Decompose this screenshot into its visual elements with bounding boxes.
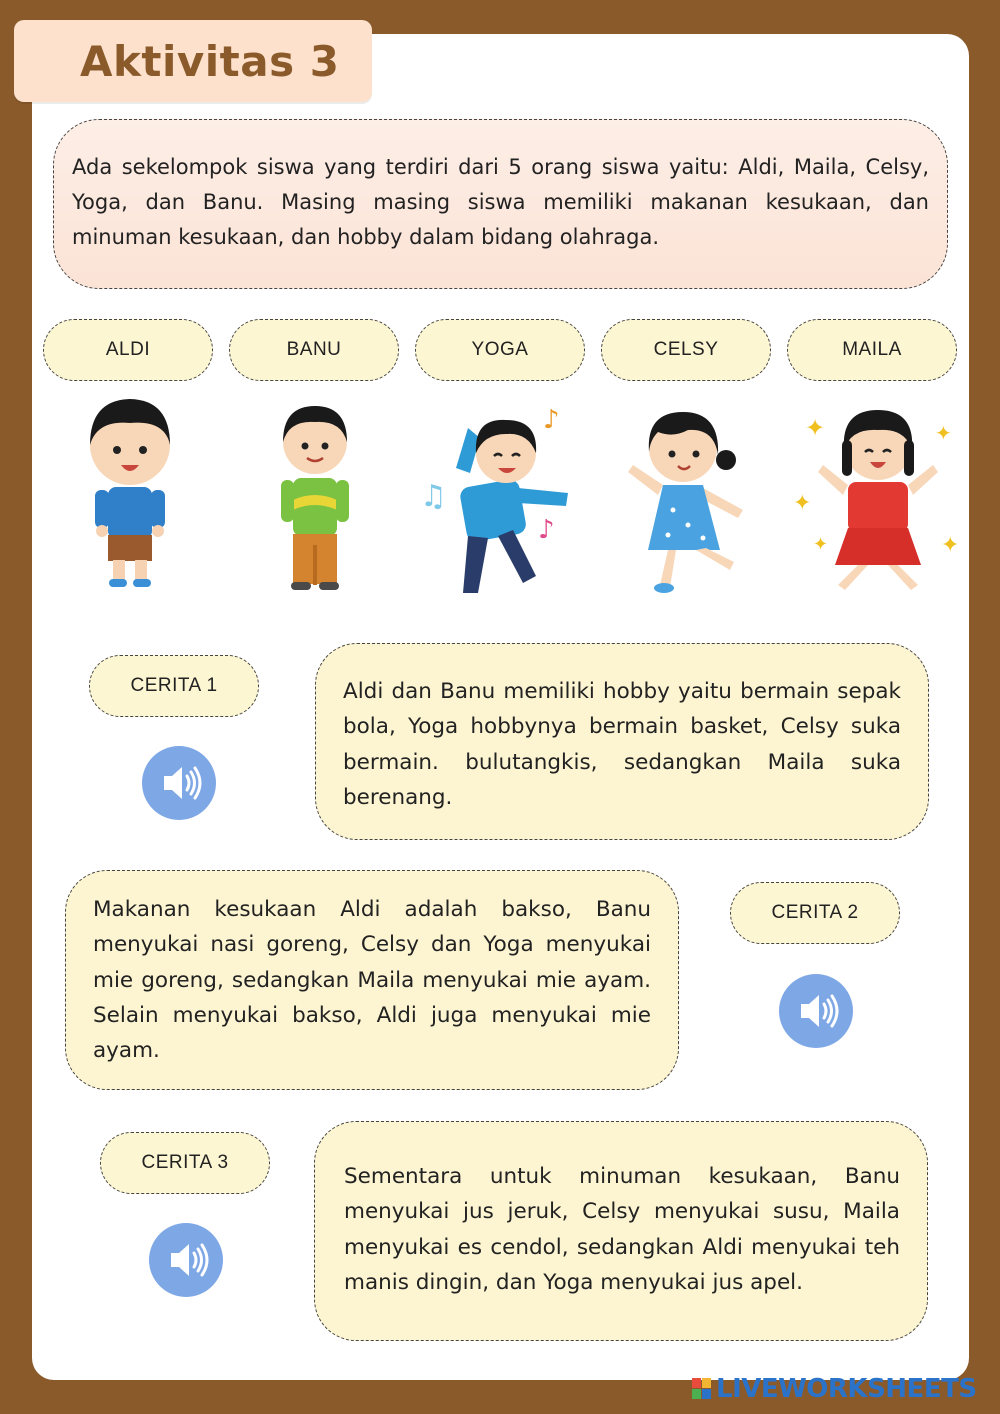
name-label: ALDI — [105, 339, 151, 360]
svg-text:♪: ♪ — [543, 405, 560, 435]
speaker-icon — [149, 1223, 223, 1297]
liveworksheets-watermark — [692, 1374, 977, 1404]
name-pill-banu — [229, 319, 399, 381]
name-label: MAILA — [842, 339, 902, 360]
svg-text:✦: ✦ — [793, 491, 812, 516]
story-2-audio-button[interactable] — [779, 974, 853, 1048]
name-pill-aldi — [43, 319, 213, 381]
story-3-text: Sementara untuk minuman kesukaan, Banu menyukai jus jeruk, Celsy menyukai susu, Maila menyukai es cendol, sedangkan Aldi menyukai teh manis dingin, dan Yoga menyukai jus apel. — [344, 1164, 900, 1295]
girl-maila-celebrating-illustration — [793, 400, 963, 595]
svg-text:✦: ✦ — [941, 533, 960, 558]
title-banner — [14, 20, 372, 102]
story-1-bubble — [315, 643, 929, 840]
boy-yoga-dancing-illustration — [418, 398, 583, 603]
story-1-text: Aldi dan Banu memiliki hobby yaitu bermain sepak bola, Yoga hobbynya bermain basket, Celsy suka bermain. bulutangkis, sedangkan Maila suka berenang. — [343, 679, 901, 810]
svg-text:✦: ✦ — [935, 421, 952, 445]
name-label: CELSY — [653, 339, 719, 360]
story-label-text: CERITA 1 — [130, 675, 218, 696]
story-3-audio-button[interactable] — [149, 1223, 223, 1297]
name-label: BANU — [286, 339, 342, 360]
boy-banu-illustration — [265, 400, 365, 595]
svg-text:✦: ✦ — [805, 414, 826, 442]
speaker-icon — [142, 746, 216, 820]
story-label-1 — [89, 655, 259, 717]
intro-bubble — [53, 119, 948, 289]
intro-text: Ada sekelompok siswa yang terdiri dari 5 orang siswa yaitu: Aldi, Maila, Celsy, Yoga, dan Banu. Masing masing siswa memiliki makanan kesukaan, dan minuman kesukaan, dan hobby dalam bidang olahraga. — [72, 155, 929, 249]
story-label-text: CERITA 2 — [771, 902, 859, 923]
story-label-2 — [730, 882, 900, 944]
name-pill-maila — [787, 319, 957, 381]
name-pill-celsy — [601, 319, 771, 381]
boy-aldi-illustration — [75, 395, 185, 595]
page-title: Aktivitas 3 — [80, 37, 340, 86]
liveworksheets-logo-icon — [692, 1378, 712, 1400]
story-2-bubble — [65, 870, 679, 1090]
story-label-text: CERITA 3 — [141, 1152, 229, 1173]
story-1-audio-button[interactable] — [142, 746, 216, 820]
svg-text:♪: ♪ — [538, 515, 555, 545]
svg-text:✦: ✦ — [813, 534, 829, 555]
speaker-icon — [779, 974, 853, 1048]
svg-text:♫: ♫ — [420, 479, 447, 514]
name-label: YOGA — [471, 339, 529, 360]
girl-celsy-illustration — [618, 400, 753, 595]
name-pill-yoga — [415, 319, 585, 381]
story-3-bubble — [314, 1121, 928, 1341]
story-label-3 — [100, 1132, 270, 1194]
story-2-text: Makanan kesukaan Aldi adalah bakso, Banu menyukai nasi goreng, Celsy dan Yoga menyukai mie goreng, sedangkan Maila menyukai mie ayam. Selain menyukai bakso, Aldi juga menyukai mie ayam. — [93, 897, 651, 1064]
watermark-text: LIVEWORKSHEETS — [716, 1374, 977, 1404]
